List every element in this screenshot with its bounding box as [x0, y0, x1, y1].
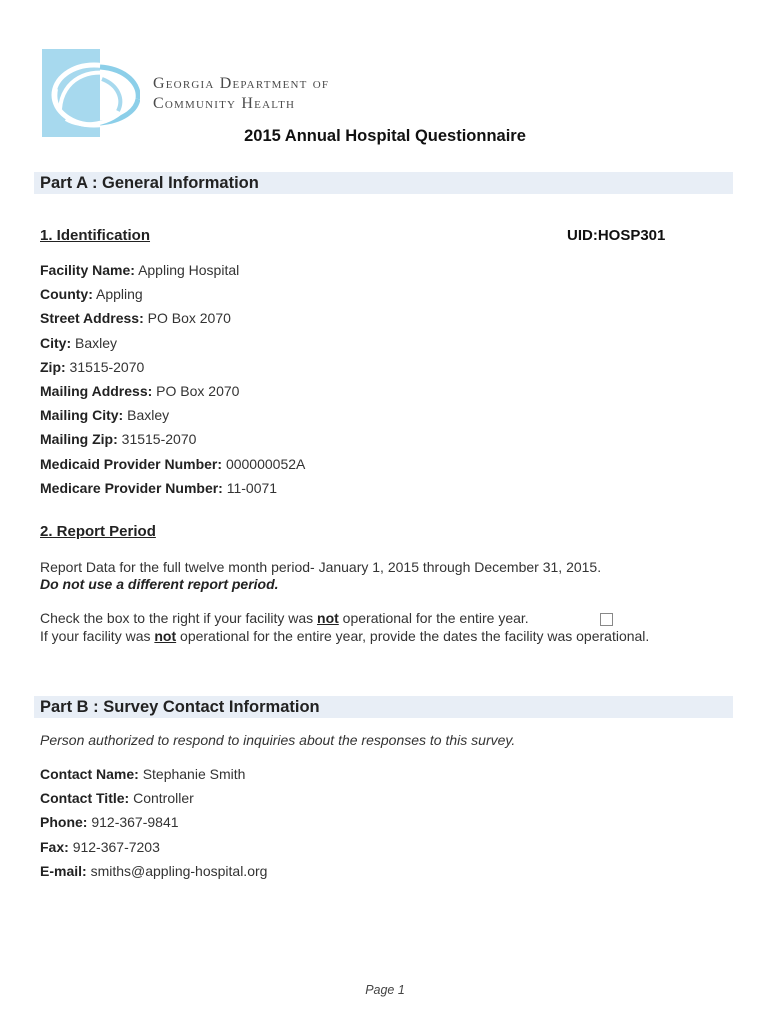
- field-label: Medicaid Provider Number:: [40, 455, 223, 472]
- operational-dates-text: [40, 628, 649, 644]
- field-row: [40, 359, 144, 375]
- not-operational-check-text: [40, 610, 529, 626]
- field-value: PO Box 2070: [156, 383, 240, 399]
- field-label: City:: [40, 334, 72, 351]
- check-text-pre: Check the box to the right if your facility was: [40, 610, 318, 626]
- uid-label: UID:HOSP301: [567, 227, 666, 244]
- field-row: [40, 262, 239, 278]
- field-row: [40, 863, 267, 879]
- field-row: [40, 814, 179, 830]
- field-label: E-mail:: [40, 862, 87, 879]
- field-label: Fax:: [40, 838, 69, 855]
- field-label: Contact Name:: [40, 766, 139, 782]
- report-period-text: Report Data for the full twelve month period- January 1, 2015 through December 31, 2015.: [40, 559, 602, 575]
- identification-heading: 1. Identification: [40, 227, 151, 244]
- field-label: Mailing Zip:: [40, 431, 118, 448]
- field-value: Appling Hospital: [138, 262, 240, 278]
- field-row: [40, 839, 160, 855]
- contact-note: Person authorized to respond to inquiries about the responses to this survey.: [40, 732, 516, 748]
- field-value: 912-367-7203: [72, 838, 160, 855]
- field-label: Street Address:: [40, 310, 144, 327]
- field-row: [40, 383, 239, 399]
- field-label: County:: [40, 286, 93, 303]
- dch-logo: [42, 49, 140, 137]
- part-b-header: Part B : Survey Contact Information: [34, 696, 733, 718]
- field-value: 912-367-9841: [91, 814, 179, 831]
- document-title: 2015 Annual Hospital Questionnaire: [244, 127, 526, 145]
- organization-name: [153, 74, 329, 114]
- field-value: 31515-2070: [69, 358, 145, 375]
- field-label: Phone:: [40, 814, 88, 831]
- field-label: Facility Name:: [40, 262, 135, 278]
- dates-text-pre: If your facility was: [40, 628, 155, 644]
- field-value: Appling: [96, 286, 143, 303]
- field-row: [40, 766, 245, 782]
- field-label: Mailing Address:: [40, 383, 153, 399]
- field-value: Stephanie Smith: [142, 766, 246, 782]
- org-name-line2: Community Health: [153, 95, 296, 112]
- field-label: Contact Title:: [40, 790, 130, 807]
- field-row: [40, 286, 143, 302]
- field-row: [40, 790, 194, 806]
- org-name-line1: Georgia Department of: [153, 75, 330, 92]
- field-value: Baxley: [75, 334, 118, 351]
- field-value: Controller: [133, 790, 194, 807]
- check-text-not: not: [317, 610, 339, 626]
- field-value: 31515-2070: [121, 431, 197, 448]
- field-value: PO Box 2070: [147, 310, 231, 327]
- field-value: 000000052A: [225, 455, 306, 472]
- field-row: [40, 456, 305, 472]
- page-number: Page 1: [365, 983, 405, 997]
- report-period-warning: Do not use a different report period.: [40, 576, 279, 592]
- field-value: 11-0071: [226, 479, 278, 496]
- report-period-heading: 2. Report Period: [40, 523, 156, 540]
- check-text-post: operational for the entire year.: [338, 610, 529, 626]
- field-label: Mailing City:: [40, 407, 124, 424]
- field-label: Medicare Provider Number:: [40, 479, 223, 496]
- field-value: smiths@appling-hospital.org: [90, 862, 268, 879]
- field-value: Baxley: [127, 407, 170, 424]
- part-a-header: Part A : General Information: [34, 172, 733, 194]
- dates-text-not: not: [154, 628, 177, 644]
- dates-text-post: operational for the entire year, provide the dates the facility was operational.: [176, 628, 650, 644]
- field-row: [40, 407, 169, 423]
- not-operational-checkbox[interactable]: [600, 613, 613, 626]
- field-label: Zip:: [40, 358, 66, 375]
- field-row: [40, 431, 196, 447]
- field-row: [40, 480, 277, 496]
- field-row: [40, 310, 231, 326]
- field-row: [40, 335, 117, 351]
